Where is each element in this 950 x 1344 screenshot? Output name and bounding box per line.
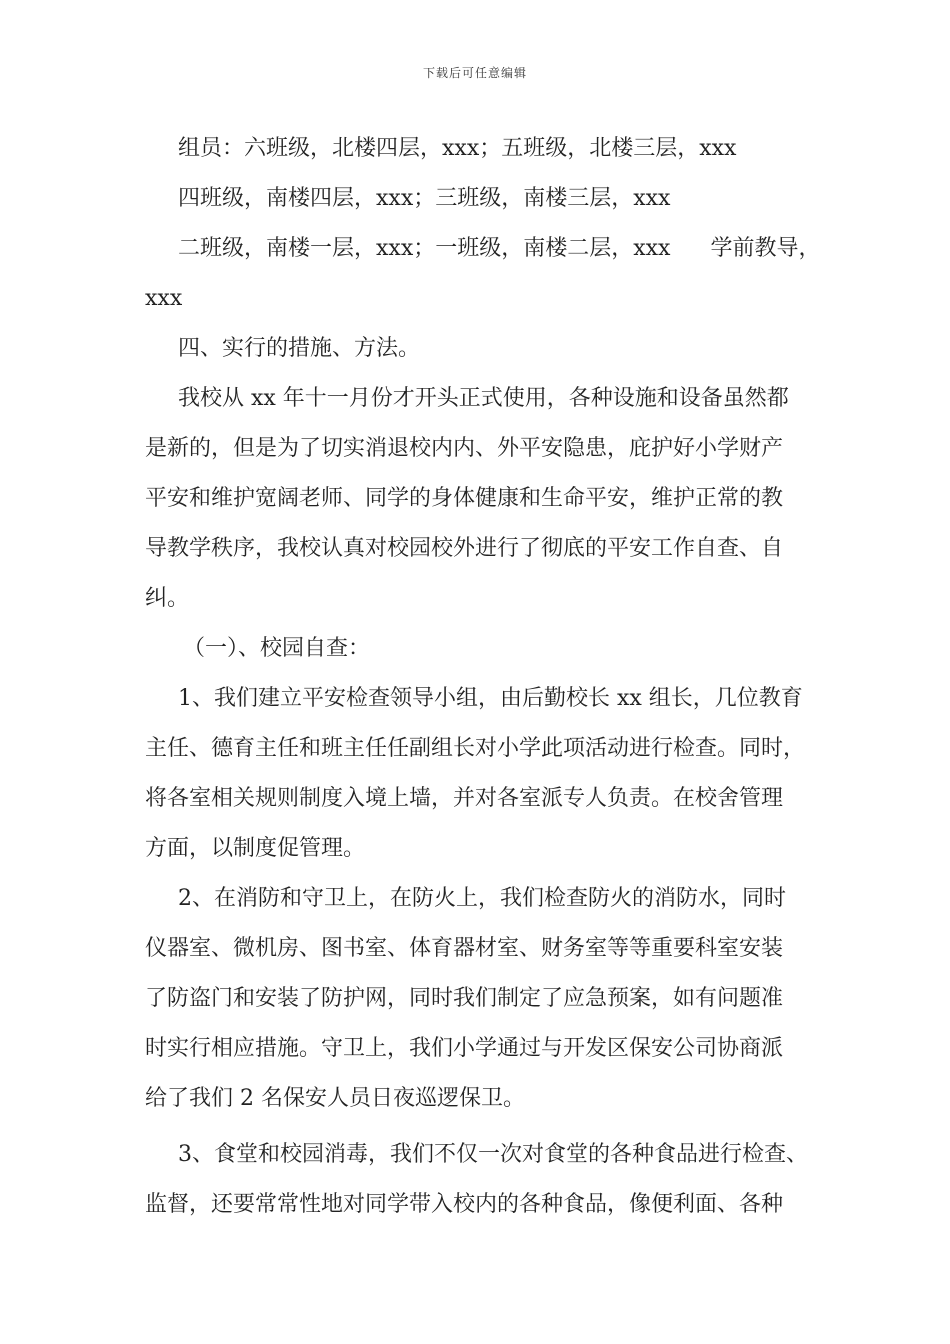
paragraph-line: 是新的，但是为了切实消退校内内、外平安隐患，庇护好小学财产 <box>145 436 784 461</box>
paragraph-line: 3、食堂和校园消毒，我们不仅一次对食堂的各种食品进行检查、 <box>178 1142 808 1167</box>
paragraph-line: 时实行相应措施。守卫上，我们小学通过与开发区保安公司协商派 <box>145 1036 784 1061</box>
paragraph-line: 导教学秩序，我校认真对校园校外进行了彻底的平安工作自查、自 <box>145 536 784 561</box>
line-text: 二班级，南楼一层，xxx；一班级，南楼二层，xxx <box>178 236 671 261</box>
paragraph-line: 给了我们 2 名保安人员日夜巡逻保卫。 <box>145 1086 525 1111</box>
paragraph-line: 2、在消防和守卫上，在防火上，我们检查防火的消防水，同时 <box>178 886 786 911</box>
subsection-heading: （一）、校园自查： <box>183 636 371 661</box>
paragraph-line: 我校从 xx 年十一月份才开头正式使用，各种设施和设备虽然都 <box>178 386 789 411</box>
paragraph-line: 组员：六班级，北楼四层，xxx；五班级，北楼三层，xxx <box>178 136 737 161</box>
paragraph-line: 主任、德育主任和班主任任副组长对小学此项活动进行检查。同时， <box>145 736 806 761</box>
line-text-tail: 学前教导， <box>710 236 821 261</box>
section-heading: 四、实行的措施、方法。 <box>178 336 421 361</box>
document-body <box>145 124 825 1230</box>
paragraph-line: 四班级，南楼四层，xxx；三班级，南楼三层，xxx <box>178 186 671 211</box>
paragraph-line: 方面，以制度促管理。 <box>145 836 366 861</box>
page-header: 下载后可任意编辑 <box>422 66 527 80</box>
paragraph-line: 了防盗门和安装了防护网，同时我们制定了应急预案，如有问题准 <box>145 986 784 1011</box>
paragraph-line: xxx <box>145 286 183 311</box>
paragraph-line: 纠。 <box>145 586 190 611</box>
paragraph-line: 仪器室、微机房、图书室、体育器材室、财务室等等重要科室安装 <box>145 936 784 961</box>
paragraph-line <box>145 224 825 274</box>
paragraph-line: 监督，还要常常性地对同学带入校内的各种食品，像便利面、各种 <box>145 1192 784 1217</box>
paragraph-line: 将各室相关规则制度入境上墙，并对各室派专人负责。在校舍管理 <box>145 786 784 811</box>
paragraph-line: 1、我们建立平安检查领导小组，由后勤校长 xx 组长，几位教育 <box>178 686 803 711</box>
paragraph-line: 平安和维护宽阔老师、同学的身体健康和生命平安，维护正常的教 <box>145 486 784 511</box>
